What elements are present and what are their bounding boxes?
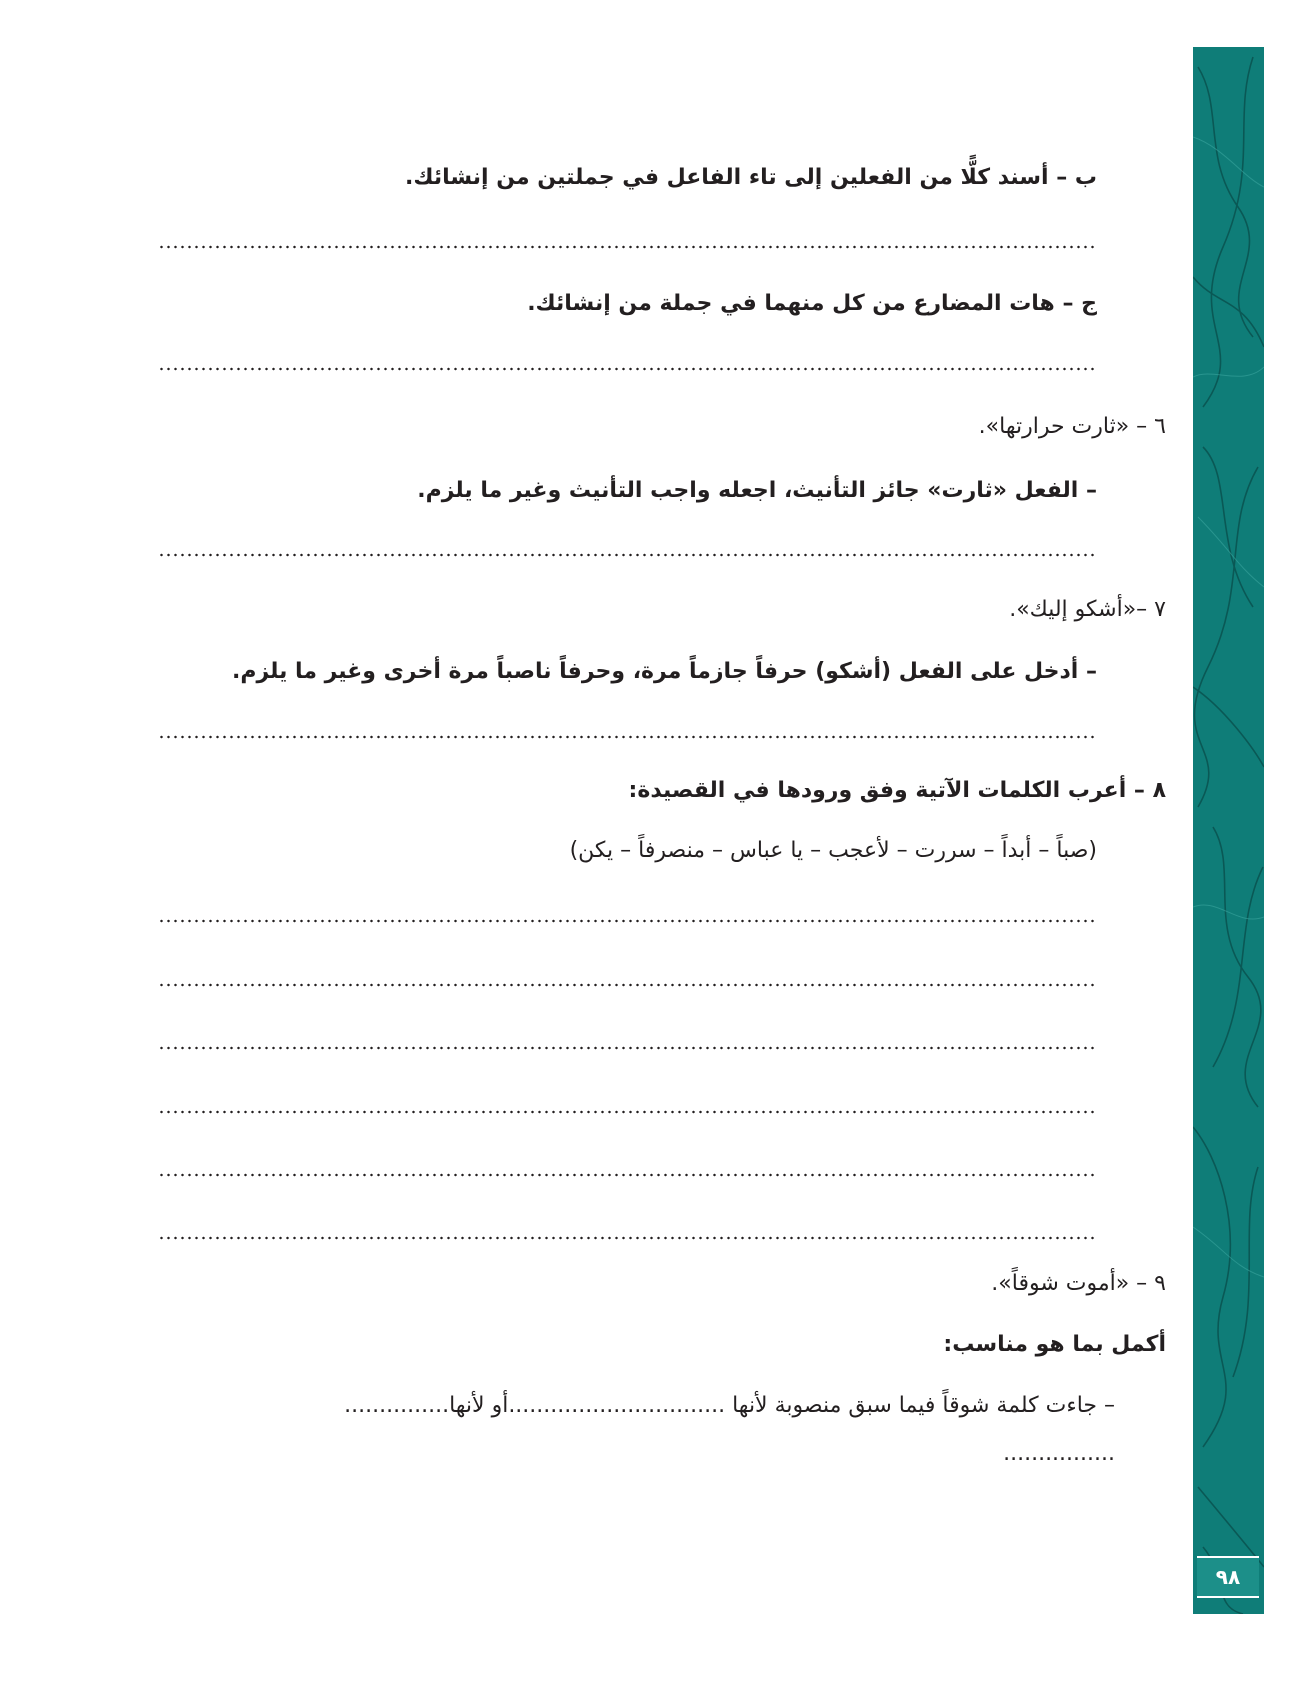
question-9-heading: ٩ – «أموت شوقاً». [991,1271,1166,1296]
question-6-heading: ٦ – «ثارت حرارتها». [978,414,1166,439]
question-8-words: (صباً – أبداً – سررت – لأعجب – يا عباس – منصرفاً – يكن) [569,838,1097,863]
question-6-task: – الفعل «ثارت» جائز التأنيث، اجعله واجب التأنيث وغير ما يلزم. [417,478,1097,503]
question-9-instruction: أكمل بما هو مناسب: [943,1332,1166,1357]
answer-line [158,245,1098,249]
answer-line [158,553,1098,557]
question-5b: ب – أسند كلًّا من الفعلين إلى تاء الفاعل في جملتين من إنشائك. [405,165,1097,190]
decorative-sidebar [1193,47,1264,1614]
question-8-heading: ٨ – أعرب الكلمات الآتية وفق ورودها في القصيدة: [628,778,1166,803]
answer-line [158,1110,1098,1114]
answer-line [158,367,1098,371]
page-number-box [1197,1556,1259,1598]
answer-line [158,919,1098,923]
question-7-task: – أدخل على الفعل (أشكو) حرفاً جازماً مرة، وحرفاً ناصباً مرة أخرى وغير ما يلزم. [231,659,1097,684]
answer-line [158,983,1098,987]
answer-line [158,735,1098,739]
answer-line [158,1046,1098,1050]
sidebar-pattern [1193,47,1264,1614]
question-7-heading: ٧ –«أشكو إليك». [1009,597,1166,622]
question-5c: ج – هات المضارع من كل منهما في جملة من إنشائك. [527,291,1097,316]
answer-line [158,1236,1098,1240]
answer-line [158,1173,1098,1177]
page-number: ٩٨ [1215,1565,1241,1589]
question-9-task: – جاءت كلمة شوقاً فيما سبق منصوبة لأنها ...............................أو لأنها............... [344,1393,1115,1418]
question-9-continuation: ................ [1003,1441,1115,1466]
